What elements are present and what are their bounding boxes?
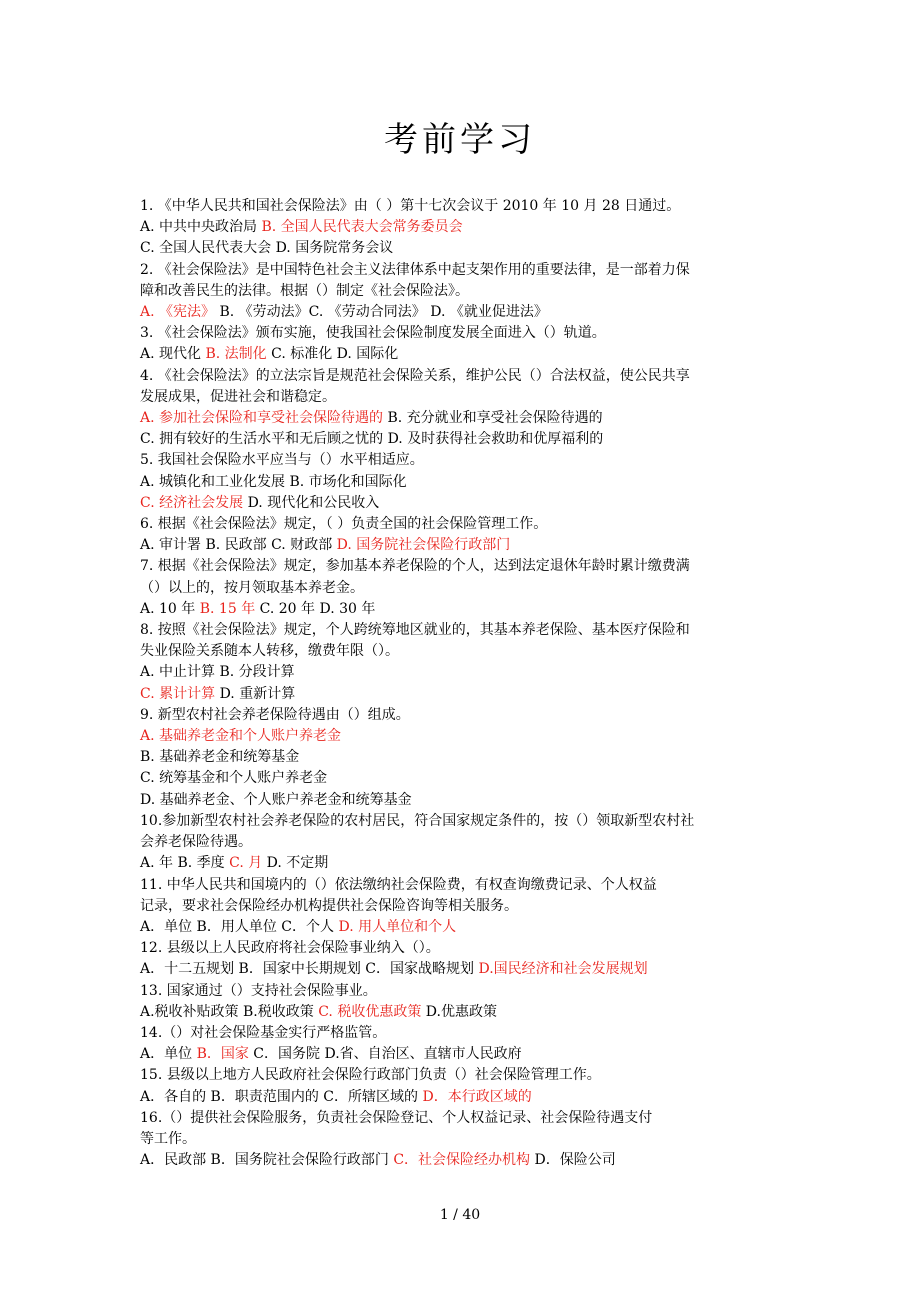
answer-text: D.国民经济和社会发展规划 [478,961,648,978]
line-text: 10.参加新型农村社会养老保险的农村居民，符合国家规定条件的，按（）领取新型农村社 [140,812,695,829]
text-line [140,323,790,344]
line-text: 15. 县级以上地方人民政府社会保险行政部门负责（）社会保险管理工作。 [140,1067,601,1084]
line-text: D. 现代化和公民收入 [243,494,380,511]
question-list [140,196,790,1171]
line-text: 9. 新型农村社会养老保险待遇由（）组成。 [140,706,410,723]
text-line [140,578,790,599]
text-line [140,790,790,811]
text-line [140,450,790,471]
text-line [140,768,790,789]
answer-text: B. 全国人民代表大会常务委员会 [261,219,463,236]
page-number: 1 / 40 [439,1207,481,1223]
answer-text: D. 用人单位和个人 [338,918,457,935]
text-line [140,217,790,238]
line-text: C．国务院 D.省、自治区、直辖市人民政府 [248,1046,522,1063]
answer-text: A. 《宪法》 [140,304,216,321]
text-line [140,832,790,853]
line-text: D. 重新计算 [215,685,296,702]
line-text: 障和改善民生的法律。根据（）制定《社会保险法》。 [140,282,469,299]
line-text: 4. 《社会保险法》的立法宗旨是规范社会保险关系，维护公民（）合法权益，使公民共享 [140,367,690,384]
text-line [140,959,790,980]
text-line [140,684,790,705]
text-line [140,726,790,747]
line-text: A．单位 B．用人单位 C．个人 [140,918,339,935]
line-text: A．十二五规划 B．国家中长期规划 C．国家战略规划 [140,961,479,978]
line-text: A. 现代化 [140,346,206,363]
text-line [140,344,790,365]
line-text: 13. 国家通过（）支持社会保险事业。 [140,982,377,999]
line-text: 12. 县级以上人民政府将社会保险事业纳入（）。 [140,940,440,957]
line-text: A. 10 年 [140,600,200,617]
text-line [140,556,790,577]
line-text: A．单位 [140,1046,197,1063]
text-line [140,408,790,429]
text-line [140,853,790,874]
line-text: A.税收补贴政策 B.税收政策 [140,1003,319,1020]
answer-text: A. 基础养老金和个人账户养老金 [140,728,342,745]
line-text: A．民政部 B．国务院社会保险行政部门 [140,1152,394,1169]
line-text: 11. 中华人民共和国境内的（）依法缴纳社会保险费，有权查询缴费记录、个人权益 [140,876,657,893]
line-text: D.优惠政策 [421,1003,497,1020]
line-text: 5. 我国社会保险水平应当与（）水平相适应。 [140,452,424,469]
answer-text: C．社会保险经办机构 [393,1152,531,1169]
answer-text: B. 法制化 [205,346,267,363]
line-text: 14.（）对社会保险基金实行严格监管。 [140,1024,387,1041]
line-text: C. 20 年 D. 30 年 [255,600,376,617]
text-line [140,811,790,832]
line-text: 等工作。 [140,1130,196,1147]
text-line [140,302,790,323]
line-text: 失业保险关系随本人转移，缴费年限（）。 [140,643,399,660]
text-line [140,535,790,556]
text-line [140,260,790,281]
page-title: 考前学习 [384,120,536,160]
text-line [140,1150,790,1171]
answer-text: B. 15 年 [199,600,256,617]
line-text: 3. 《社会保险法》颁布实施，使我国社会保险制度发展全面进入（）轨道。 [140,325,606,342]
text-line [140,662,790,683]
text-line [140,896,790,917]
text-line [140,917,790,938]
line-text: A. 年 B. 季度 [140,855,230,872]
text-line [140,1002,790,1023]
line-text: （）以上的，按月领取基本养老金。 [140,579,364,596]
line-text: C. 标准化 D. 国际化 [266,346,399,363]
text-line [140,366,790,387]
text-line [140,1044,790,1065]
text-line [140,238,790,259]
line-text: 7. 根据《社会保险法》规定，参加基本养老保险的个人，达到法定退休年龄时累计缴费满 [140,558,690,575]
answer-text: C. 经济社会发展 [140,494,244,511]
text-line [140,599,790,620]
line-text: 记录，要求社会保险经办机构提供社会保险咨询等相关服务。 [140,897,518,914]
answer-text: C. 累计计算 [140,685,216,702]
answer-text: C. 月 [229,855,263,872]
answer-text: B．国家 [196,1046,249,1063]
text-line [140,747,790,768]
answer-text: A. 参加社会保险和享受社会保险待遇的 [140,410,384,427]
line-text: A．各自的 B．职责范围内的 C．所辖区域的 [140,1088,423,1105]
text-line [140,938,790,959]
line-text: C. 全国人民代表大会 D. 国务院常务会议 [140,240,394,257]
text-line [140,429,790,450]
answer-text: D．本行政区域的 [422,1088,532,1105]
line-text: D. 基础养老金、个人账户养老金和统筹基金 [140,791,412,808]
line-text: 16.（）提供社会保险服务，负责社会保险登记、个人权益记录、社会保险待遇支付 [140,1109,653,1126]
text-line [140,705,790,726]
line-text: 8. 按照《社会保险法》规定，个人跨统筹地区就业的，其基本养老保险、基本医疗保险和 [140,622,690,639]
line-text: C. 拥有较好的生活水平和无后顾之忧的 D. 及时获得社会救助和优厚福利的 [140,431,604,448]
line-text: B. 基础养老金和统筹基金 [140,749,300,766]
line-text: B. 充分就业和享受社会保险待遇的 [383,410,603,427]
line-text: 会养老保险待遇。 [140,834,252,851]
text-line [140,1065,790,1086]
text-line [140,641,790,662]
text-line [140,514,790,535]
text-line [140,875,790,896]
line-text: 发展成果，促进社会和谐稳定。 [140,388,336,405]
line-text: 1. 《中华人民共和国社会保险法》由（ ）第十七次会议于 2010 年 10 月 28 日通过。 [140,198,681,214]
line-text: 2. 《社会保险法》是中国特色社会主义法律体系中起支架作用的重要法律，是一部着力保 [140,261,690,278]
text-line [140,493,790,514]
text-line [140,620,790,641]
text-line [140,1108,790,1129]
text-line [140,281,790,302]
line-text: D．保险公司 [530,1152,616,1169]
text-line [140,981,790,1002]
line-text: A. 城镇化和工业化发展 B. 市场化和国际化 [140,473,407,490]
text-line [140,196,790,217]
line-text: A. 中止计算 B. 分段计算 [140,664,295,681]
line-text: C. 统筹基金和个人账户养老金 [140,770,328,787]
answer-text: D. 国务院社会保险行政部门 [336,537,511,554]
text-line [140,387,790,408]
answer-text: C. 税收优惠政策 [318,1003,422,1020]
line-text: 6. 根据《社会保险法》规定，（ ）负责全国的社会保险管理工作。 [140,516,548,533]
text-line [140,1087,790,1108]
text-line [140,472,790,493]
text-line [140,1129,790,1150]
line-text: D. 不定期 [262,855,329,872]
text-line [140,1023,790,1044]
line-text: A. 中共中央政治局 [140,219,262,236]
line-text: A. 审计署 B. 民政部 C. 财政部 [140,537,337,554]
line-text: B. 《劳动法》C. 《劳动合同法》 D. 《就业促进法》 [215,304,548,321]
